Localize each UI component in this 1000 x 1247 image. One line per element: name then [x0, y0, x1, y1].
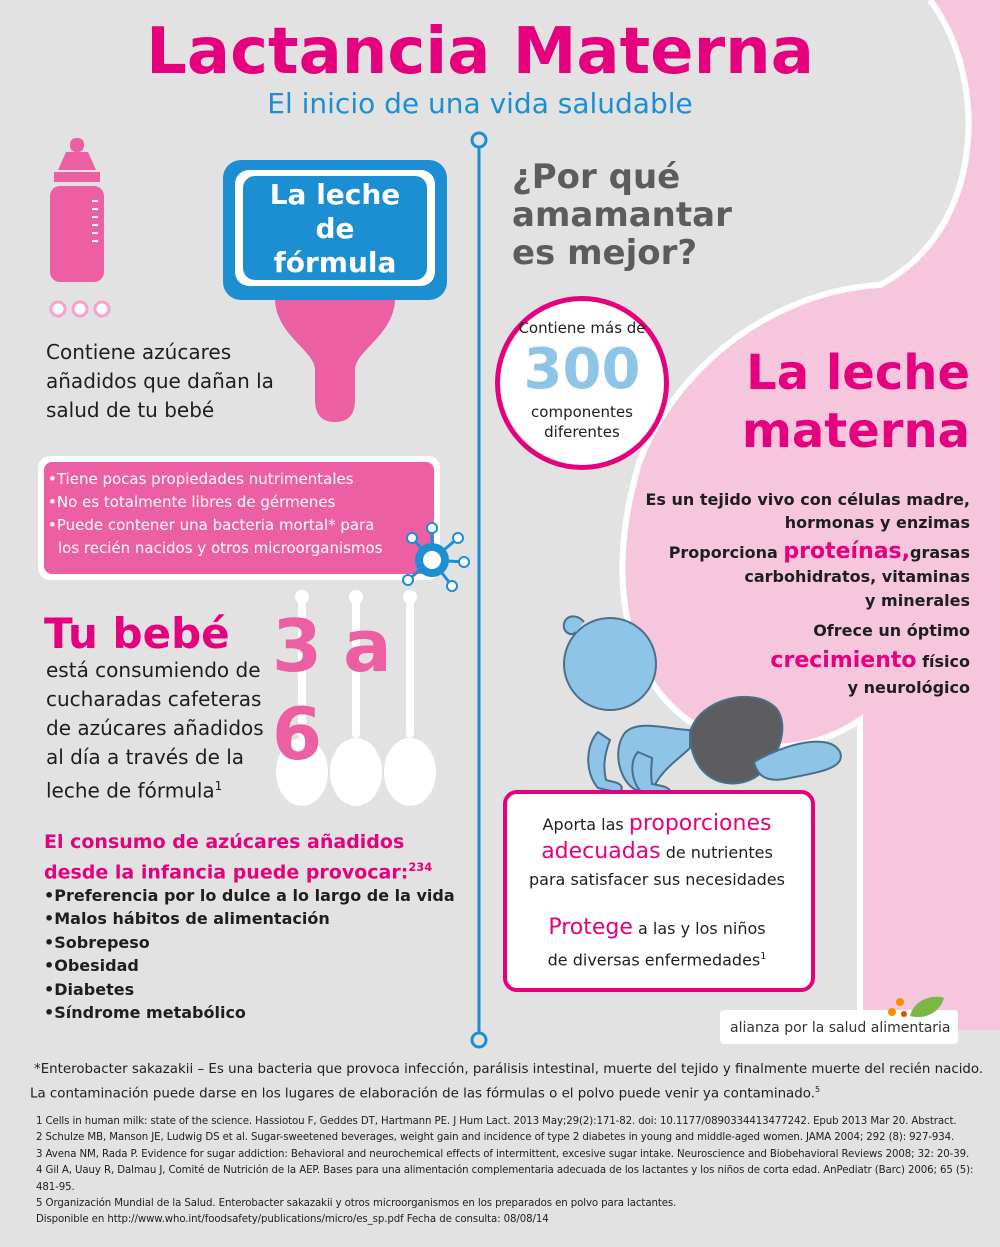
fact4-highlight: crecimiento [770, 648, 917, 673]
breastmilk-title [680, 344, 970, 460]
footnote-line: *Enterobacter sakazakii – Es una bacteria que provoca infección, parálisis intestinal, muerte del tejido y finalmente muerte del recién nacido. [34, 1062, 984, 1077]
consequence-item: •Diabetes [44, 979, 135, 999]
references-list [36, 1114, 991, 1229]
fact2-post: grasas [910, 543, 970, 562]
footnote-line: La contaminación puede darse en los lugares de elaboración de las fórmulas o el polvo puede venir ya contaminado. [30, 1086, 815, 1102]
fact4-post: físico [916, 652, 970, 671]
page-title: Lactancia Materna [146, 15, 814, 89]
consequences-heading [44, 830, 464, 885]
consequence-item: •Obesidad [44, 956, 139, 976]
formula-badge-line: de [315, 212, 355, 245]
consequence-item: •Sobrepeso [44, 932, 150, 952]
consequences-heading-line: desde la infancia puede provocar: [44, 861, 409, 884]
fact2-pre: Proporciona [668, 543, 784, 562]
breastmilk-fact-line: y minerales [865, 591, 970, 610]
consequence-item: •Síndrome metabólico [44, 1003, 246, 1023]
benefit-l3: para satisfacer sus necesidades [529, 870, 785, 889]
benefit-l1-pre: Aporta las [542, 815, 629, 834]
consequences-list [44, 884, 474, 1024]
baby-sugar-line: cucharadas cafeteras [46, 687, 262, 711]
reference-item: Disponible en http://www.who.int/foodsafety/publications/micro/es_sp.pdf Fecha de consulta: 08/08/14 [36, 1214, 549, 1226]
sugar-spoons-amount: 3 a 6 [272, 604, 390, 776]
benefit-l4-post: a las y los niños [632, 919, 766, 938]
why-heading-line: ¿Por qué [512, 157, 681, 197]
breastmilk-fact-line: hormonas y enzimas [784, 513, 970, 532]
components-number: 300 [523, 337, 641, 402]
breastmilk-fact-3: Ofrece un óptimo [813, 621, 970, 640]
reference-item: 2 Schulze MB, Manson JE, Ludwig DS et al. Sugar-sweetened beverages, weight gain and incidence of type 2 diabetes in young and middle-aged women. JAMA 2004; 292 (8): 927-934. [36, 1132, 955, 1144]
fact2-highlight: proteínas, [783, 539, 911, 564]
brand-name: alianza por la salud alimentaria [730, 1020, 951, 1036]
formula-badge-text [243, 178, 427, 280]
baby-sugar-text [46, 656, 286, 806]
consequence-item: •Preferencia por lo dulce a lo largo de la vida [44, 886, 455, 905]
formula-warning-item: •Tiene pocas propiedades nutrimentales [48, 470, 354, 488]
formula-sugars-line: salud de tu bebé [46, 398, 215, 422]
formula-warning-item: los recién nacidos y otros microorganismos [58, 539, 383, 557]
components-circle-top: Contiene más de [518, 319, 646, 337]
baby-sugar-line: está consumiendo de [46, 658, 261, 682]
benefit-l1-highlight: proporciones [628, 811, 772, 836]
breastmilk-fact-line: Es un tejido vivo con células madre, [645, 490, 970, 509]
why-heading-line: es mejor? [512, 233, 698, 273]
formula-badge-line: La leche [269, 178, 401, 211]
components-circle-line: diferentes [544, 423, 620, 441]
breastmilk-title-line: La leche [746, 345, 970, 401]
formula-badge-line: fórmula [273, 246, 397, 279]
breastmilk-fact-line: y neurológico [847, 678, 970, 697]
baby-bottle-icon [42, 138, 122, 318]
baby-sugar-line-text: leche de fórmula [46, 778, 215, 803]
formula-warnings-list [48, 468, 438, 560]
benefit-l5: de diversas enfermedades [547, 950, 761, 970]
page-subtitle: El inicio de una vida saludable [267, 87, 693, 120]
why-heading [512, 158, 772, 272]
leaf-logo-icon [886, 994, 946, 1020]
breastmilk-fact-1 [600, 488, 970, 534]
formula-warning-item: •No es totalmente libres de gérmenes [48, 493, 336, 511]
bacteria-icon [398, 522, 474, 594]
baby-sugar-line: al día a través de la [46, 745, 245, 769]
baby-sugar-ref: 1 [214, 779, 223, 793]
reference-item: 5 Organización Mundial de la Salud. Enterobacter sakazakii y otros microorganismos en los preparados en polvo para lactantes. [36, 1198, 677, 1210]
breastmilk-title-line: materna [741, 403, 970, 459]
benefit-l4-highlight: Protege [548, 915, 633, 940]
formula-sugars-line: Contiene azúcares [46, 340, 232, 364]
components-circle-line: componentes [531, 403, 633, 421]
formula-sugars-text [46, 338, 306, 425]
benefits-protect-text [505, 914, 809, 974]
reference-item: 4 Gil A, Uauy R, Dalmau J, Comité de Nutrición de la AEP. Bases para una alimentación complementaria adecuada de los lactantes y los niños de corta edad. AnPediatr (Barc) 2006; 65 (5): 481-95. [36, 1165, 974, 1193]
benefits-text [505, 810, 809, 893]
why-heading-line: amamantar [512, 195, 732, 235]
footnote-ref: 5 [814, 1085, 821, 1094]
breastmilk-fact-line: carbohidratos, vitaminas [744, 567, 970, 586]
baby-sugar-line [46, 772, 286, 806]
crawling-baby-illustration [540, 612, 850, 812]
components-circle-bottom [500, 402, 664, 442]
formula-sugars-line: añadidos que dañan la [46, 369, 274, 393]
baby-sugar-line: de azúcares añadidos [46, 716, 264, 740]
divider-bottom-dot [472, 1033, 486, 1047]
formula-warning-item: •Puede contener una bacteria mortal* para [48, 516, 375, 534]
benefit-l2-highlight: adecuadas [541, 839, 661, 864]
benefit-l2-post: de nutrientes [660, 843, 773, 862]
consequence-item: •Malos hábitos de alimentación [44, 909, 330, 929]
baby-sugar-heading: Tu bebé [44, 609, 230, 658]
benefit-ref: 1 [760, 951, 767, 962]
divider-top-dot [472, 133, 486, 147]
reference-item: 3 Avena NM, Rada P. Evidence for sugar addiction: Behavioral and neurochemical effects of intermittent, excesive sugar intake. Neuroscience and Biobehavioral Reviews 2008; 32: 20-39. [36, 1148, 970, 1160]
consequences-heading-line: El consumo de azúcares añadidos [44, 831, 405, 853]
consequences-ref: 234 [408, 860, 433, 874]
footnote [30, 1060, 990, 1104]
reference-item: 1 Cells in human milk: state of the science. Hassiotou F, Geddes DT, Hartmann PE. J Hum Lact. 2013 May;29(2):171-82. doi: 10.1177/0890334413477242. Epub 2013 Mar 20. Abstract. [36, 1116, 957, 1127]
breastmilk-fact-2 [600, 540, 970, 613]
